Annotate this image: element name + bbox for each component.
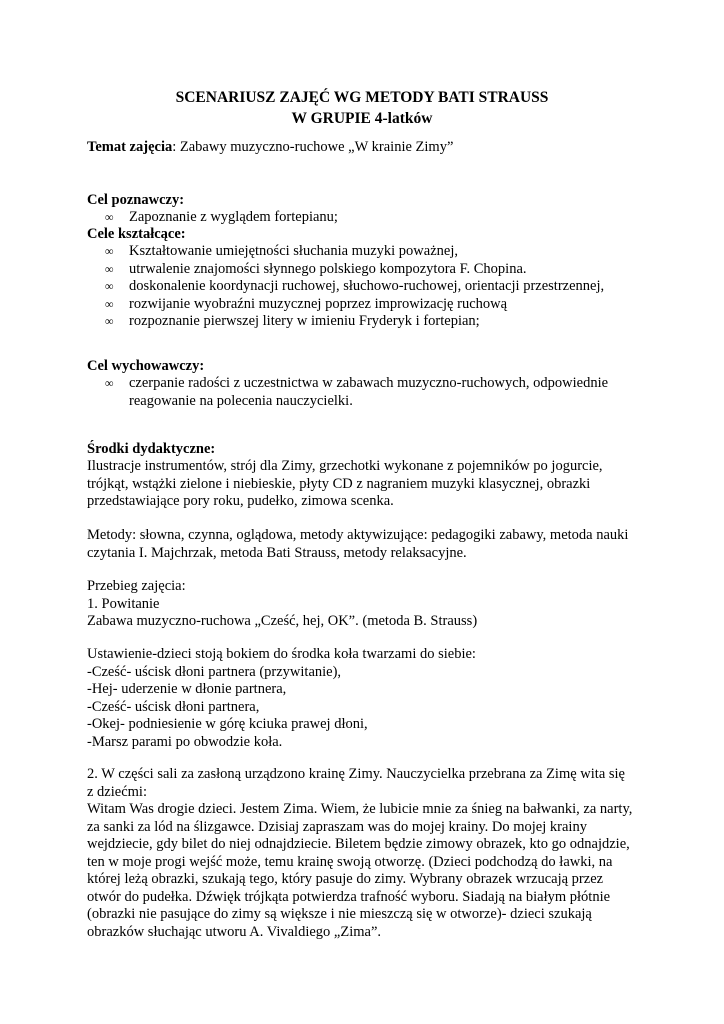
title-line-1: SCENARIUSZ ZAJĘĆ WG METODY BATI STRAUSS — [175, 89, 549, 106]
topic-line — [87, 139, 453, 157]
list-item: ∞ rozpoznanie pierwszej litery w imieniu Fryderyk i fortepian; — [105, 313, 480, 329]
list-item: ∞ utrwalenie znajomości słynnego polskiego kompozytora F. Chopina. — [105, 260, 527, 277]
document-title — [0, 87, 724, 129]
educational-heading: Cele kształcące: — [87, 226, 186, 242]
infinity-bullet-icon: ∞ — [105, 279, 114, 293]
setup-paragraph: Ustawienie-dzieci stoją bokiem do środka koła twarzami do siebie: -Cześć- uścisk dłoni partnera (przywitanie), -Hej- uderzenie w dłonie partnera, -Cześć- uścisk dłoni partnera, -Okej- podniesienie w górę kciuka prawej dłoni, -Marsz parami po obwodzie koła. — [87, 646, 476, 750]
upbringing-heading: Cel wychowawczy: — [87, 358, 205, 374]
infinity-bullet-icon: ∞ — [105, 261, 114, 276]
cognitive-list — [105, 209, 338, 227]
title-line-2: W GRUPIE 4-latków — [291, 110, 433, 127]
list-item: ∞ Kształtowanie umiejętności słuchania muzyki poważnej, — [105, 243, 458, 259]
course-paragraph: Przebieg zajęcia: 1. Powitanie Zabawa muzyczno-ruchowa „Cześć, hej, OK”. (metoda B. Strauss) — [87, 578, 478, 629]
upbringing-list — [105, 375, 608, 410]
list-item: ∞ doskonalenie koordynacji ruchowej, słuchowo-ruchowej, orientacji przestrzennej, — [105, 278, 605, 294]
cognitive-heading: Cel poznawczy: — [87, 192, 185, 208]
means-heading: Środki dydaktyczne: — [87, 441, 216, 457]
list-item: ∞ rozwijanie wyobraźni muzycznej poprzez improwizację ruchową — [105, 295, 508, 312]
educational-list — [105, 243, 604, 331]
infinity-bullet-icon: ∞ — [105, 296, 114, 311]
topic-label: Temat zajęcia — [87, 139, 173, 155]
infinity-bullet-icon: ∞ — [105, 314, 114, 328]
section2-paragraph: 2. W części sali za zasłoną urządzono krainę Zimy. Nauczycielka przebrana za Zimę wita się z dziećmi: Witam Was drogie dzieci. Jestem Zima. Wiem, że lubicie mnie za śnieg na bałwanki, za narty, za sanki za lód na ślizgawce. Dzisiaj zapraszam was do mojej krainy. Do mojej krainy wejdziecie, gdy bilet do niej odnajdziecie. Biletem będzie zimowy obrazek, kto go odnajdzie, ten w moje progi wejść może, temu krainę swoją otworzę. (Dzieci podchodzą do ławki, na której leżą obrazki, szukają tego, który pasuje do zimy. Wybrany obrazek wrzucają przez otwór do pudełka. Dźwięk trójkąta potwierdza trafność wyboru. Siadają na białym płótnie (obrazki nie pasujące do zimy są większe i nie mieszczą się w otworze)- dzieci szukają obrazków słuchając utworu A. Vivaldiego „Zima”. — [87, 766, 633, 940]
list-item: ∞ czerpanie radości z uczestnictwa w zabawach muzyczno-ruchowych, odpowiednie reagowanie na polecenia nauczycielki. — [105, 375, 609, 409]
means-paragraph: Ilustracje instrumentów, strój dla Zimy, grzechotki wykonane z pojemników po jogurcie, trójkąt, wstążki zielone i niebieskie, płyty CD z nagraniem muzyki klasycznej, obrazki przedstawiające pory roku, pudełko, zimowa scenka. — [87, 458, 603, 509]
topic-text: : Zabawy muzyczno-ruchowe „W krainie Zimy” — [172, 139, 454, 155]
infinity-bullet-icon: ∞ — [105, 244, 114, 258]
list-item: ∞ Zapoznanie z wyglądem fortepianu; — [105, 209, 338, 225]
infinity-bullet-icon: ∞ — [105, 210, 114, 224]
methods-paragraph: Metody: słowna, czynna, oglądowa, metody aktywizujące: pedagogiki zabawy, metoda nauki czytania I. Majchrzak, metoda Bati Strauss, metody relaksacyjne. — [87, 527, 629, 561]
infinity-bullet-icon: ∞ — [105, 376, 114, 390]
